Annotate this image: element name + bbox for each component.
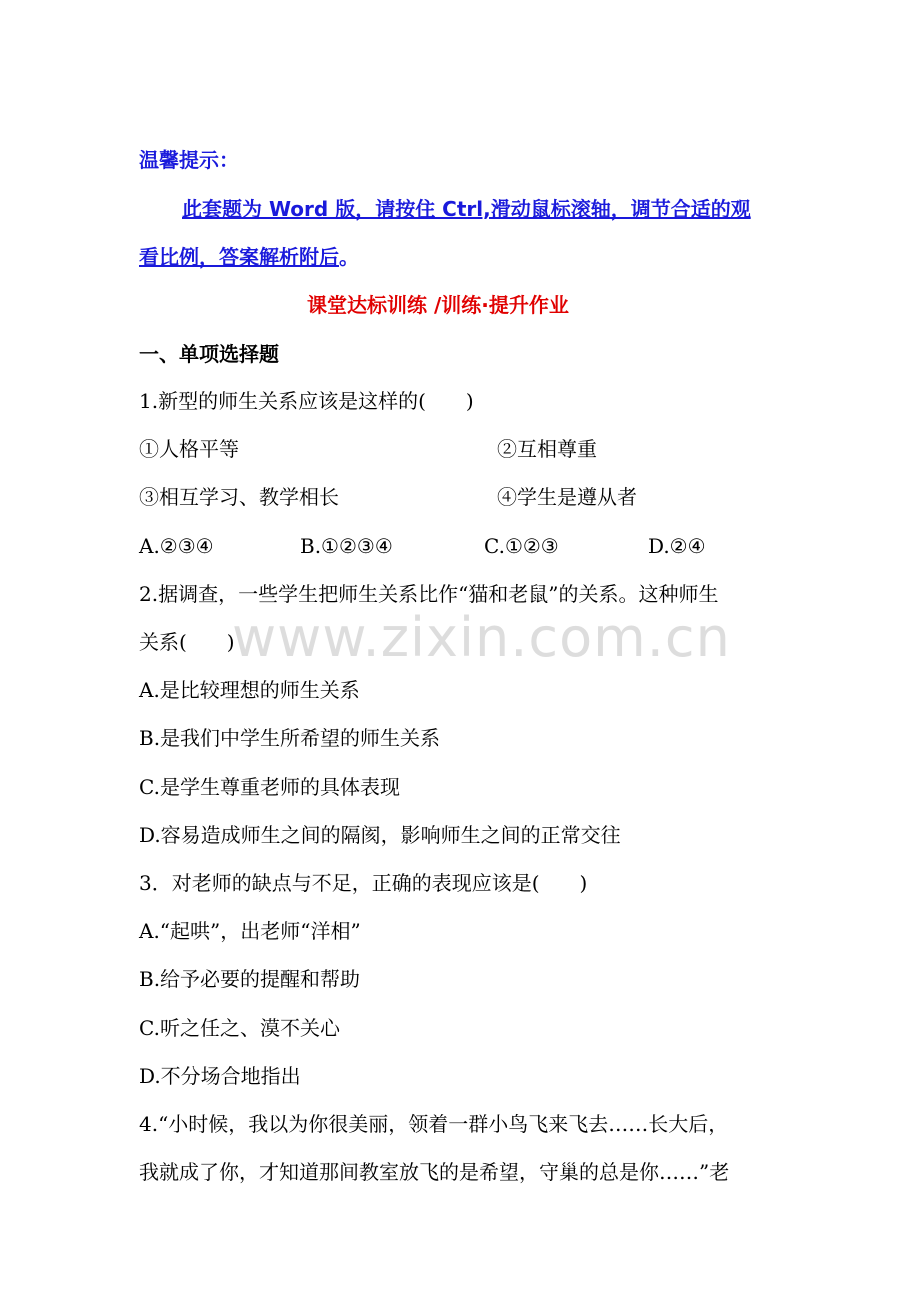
q2-option-b: B.是我们中学生所希望的师生关系 [139, 726, 441, 750]
q3-option-c: C.听之任之、漠不关心 [139, 1016, 340, 1040]
tip-line-2-end: 。 [339, 245, 359, 269]
q1-option-b: B.①②③④ [300, 534, 393, 558]
q2-option-c: C.是学生尊重老师的具体表现 [139, 775, 400, 799]
q1-item-2: ②互相尊重 [497, 437, 597, 461]
question-4-stem-line-2: 我就成了你，才知道那间教室放飞的是希望，守巢的总是你……”老 [139, 1160, 730, 1184]
question-2-stem-line-1: 2.据调查，一些学生把师生关系比作“猫和老鼠”的关系。这种师生 [139, 582, 719, 606]
part-heading: 一、单项选择题 [139, 342, 279, 366]
question-4-stem-line-1: 4.“小时候，我以为你很美丽，领着一群小鸟飞来飞去……长大后， [139, 1112, 729, 1136]
question-2-stem-line-2: 关系( ) [139, 630, 235, 654]
tip-link-2[interactable]: 看比例，答案解析附后 [139, 245, 339, 269]
question-1-stem: 1.新型的师生关系应该是这样的( ) [139, 389, 474, 413]
section-title: 课堂达标训练 /训练·提升作业 [307, 293, 569, 317]
q3-option-b: B.给予必要的提醒和帮助 [139, 967, 361, 991]
q3-option-d: D.不分场合地指出 [139, 1064, 301, 1088]
q2-option-d: D.容易造成师生之间的隔阂，影响师生之间的正常交往 [139, 823, 621, 847]
q1-item-3: ③相互学习、教学相长 [139, 485, 339, 509]
tip-line-1 [182, 195, 751, 223]
tip-link-1[interactable]: 此套题为 Word 版，请按住 Ctrl,滑动鼠标滚轴，调节合适的观 [182, 197, 751, 221]
q1-item-4: ④学生是遵从者 [497, 485, 637, 509]
tip-heading: 温馨提示： [139, 148, 239, 172]
q1-option-d: D.②④ [648, 534, 706, 558]
tip-line-2 [139, 243, 359, 271]
q2-option-a: A.是比较理想的师生关系 [139, 678, 360, 702]
q1-option-a: A.②③④ [139, 534, 214, 558]
q1-option-c: C.①②③ [484, 534, 559, 558]
q1-item-1: ①人格平等 [139, 437, 239, 461]
question-3-stem: 3．对老师的缺点与不足，正确的表现应该是( ) [139, 871, 588, 895]
watermark-text: www.zixin.com.cn [232, 606, 731, 669]
q3-option-a: A.“起哄”，出老师“洋相” [139, 919, 361, 943]
